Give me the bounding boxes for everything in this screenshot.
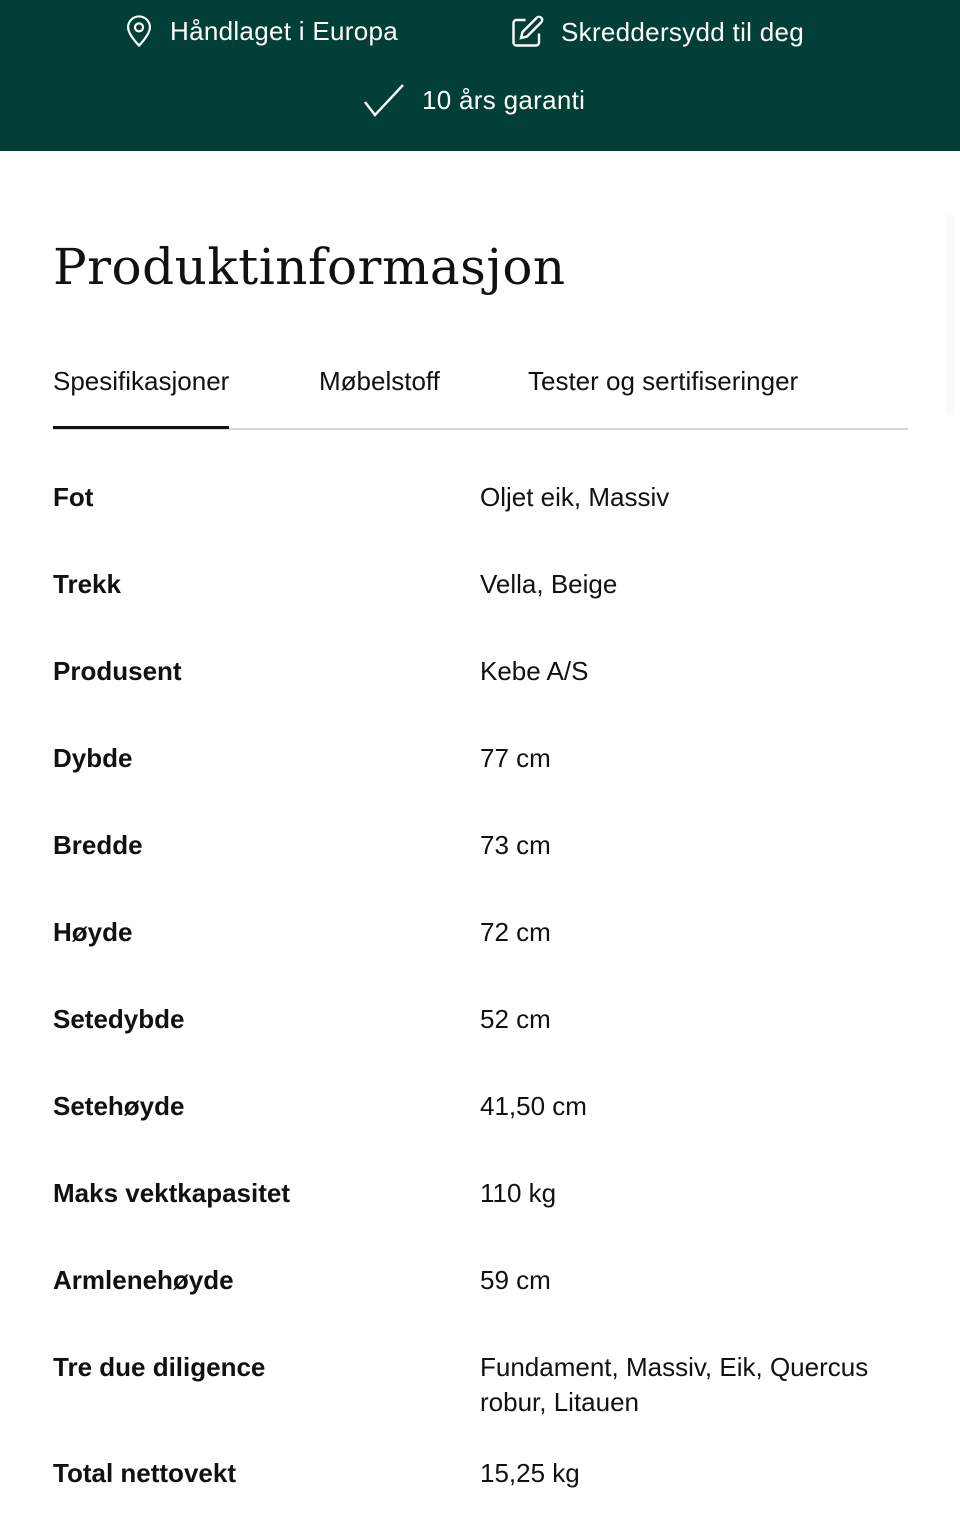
spec-label: Armlenehøyde xyxy=(53,1265,234,1295)
usp-label: 10 års garanti xyxy=(422,84,586,115)
spec-value: 73 cm xyxy=(480,830,551,860)
spec-value: Vella, Beige xyxy=(480,569,618,599)
check-icon xyxy=(362,82,406,118)
tab-bar xyxy=(53,360,908,430)
tab-tests-certifications[interactable]: Tester og sertifiseringer xyxy=(528,366,799,396)
usp-warranty xyxy=(362,82,585,118)
spec-value: 110 kg xyxy=(480,1178,557,1208)
spec-label: Fot xyxy=(53,482,94,512)
usp-label: Håndlaget i Europa xyxy=(170,15,398,46)
spec-label: Total nettovekt xyxy=(53,1458,236,1488)
spec-value: Oljet eik, Massiv xyxy=(480,482,670,512)
tab-upholstery[interactable]: Møbelstoff xyxy=(319,366,440,396)
usp-tailored xyxy=(509,14,804,50)
usp-handmade xyxy=(124,14,398,48)
spec-value: 52 cm xyxy=(480,1004,551,1034)
spec-value: 41,50 cm xyxy=(480,1091,587,1121)
scrollbar[interactable] xyxy=(947,215,954,415)
spec-value: Fundament, Massiv, Eik, Quercus robur, Litauen xyxy=(480,1352,869,1417)
spec-label: Maks vektkapasitet xyxy=(53,1178,291,1208)
tab-specifications[interactable]: Spesifikasjoner xyxy=(53,366,229,429)
spec-label: Trekk xyxy=(53,569,121,599)
map-pin-icon xyxy=(124,14,154,48)
spec-value: Kebe A/S xyxy=(480,656,589,686)
spec-value: 59 cm xyxy=(480,1265,551,1295)
edit-icon xyxy=(509,14,545,50)
spec-label: Bredde xyxy=(53,830,143,860)
spec-value: 72 cm xyxy=(480,917,551,947)
spec-label: Høyde xyxy=(53,917,133,947)
spec-value: 15,25 kg xyxy=(480,1458,580,1488)
spec-value: 77 cm xyxy=(480,743,551,773)
spec-label: Dybde xyxy=(53,743,133,773)
page-title: Produktinformasjon xyxy=(53,238,566,296)
spec-label: Tre due diligence xyxy=(53,1352,266,1382)
spec-label: Setehøyde xyxy=(53,1091,185,1121)
usp-label: Skreddersydd til deg xyxy=(561,16,805,47)
spec-label: Produsent xyxy=(53,656,182,686)
usp-banner xyxy=(0,0,960,151)
spec-label: Setedybde xyxy=(53,1004,185,1034)
